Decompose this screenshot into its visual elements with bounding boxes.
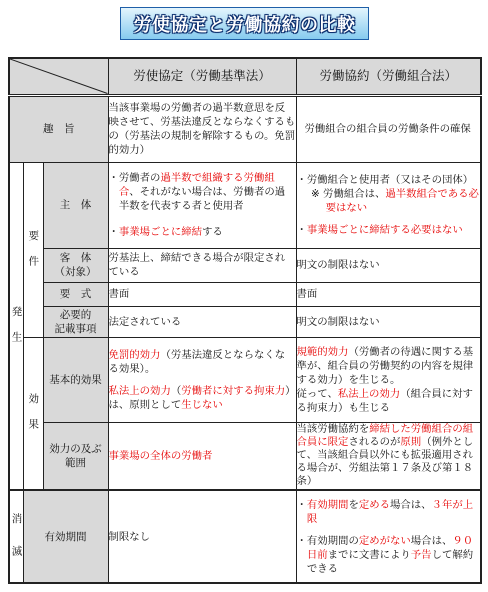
basic-effect-collective-cell (296, 337, 481, 422)
text-segment: （労働者の待遇に関する基準が、組合員の労働契約の内容を規律する効力）を生じる。 (296, 345, 474, 386)
text-segment: ・有効期間の (296, 534, 359, 547)
text-segment: までに文書により (327, 548, 411, 561)
row-label-form: 要 式 (43, 282, 108, 306)
group-requirements (23, 162, 43, 337)
emphasis-segment: 締結した労働組合の組合員に限定 (296, 423, 474, 449)
row-label-validity: 有効期間 (23, 490, 108, 583)
group-occurrence-label: 発生 (10, 305, 23, 357)
emphasis-segment: ３年が上限 (306, 498, 474, 525)
emphasis-segment: 私法上の効力 (108, 384, 171, 397)
column-header-collective-agreement: 労働協約（労働組合法） (296, 58, 481, 95)
basic-effect-agreement-paragraph (109, 384, 296, 412)
row-label-scope-line: 効力の及ぶ (49, 442, 102, 455)
emphasis-segment: 有効期間 (306, 498, 349, 511)
emphasis-segment: 事業場ごとに締結 (118, 226, 203, 238)
text-segment: 従って、 (296, 387, 338, 400)
emphasis-segment: ９０日前 (306, 534, 474, 561)
validity-agreement-cell: 制限なし (108, 490, 296, 583)
text-segment: ・ (108, 226, 119, 238)
text-segment: 場合は、 (410, 534, 453, 547)
text-segment: する (202, 226, 223, 238)
emphasis-segment: 事業場ごとに締結する必要はない (306, 224, 463, 236)
row-label-required-items (43, 306, 108, 337)
party-agreement-cell (108, 162, 296, 248)
text-segment: 、それがない場合は、労働者の過半数を代表する者と使用者 (118, 186, 286, 212)
table-row-purpose (9, 95, 481, 162)
header-row (9, 58, 481, 95)
text-segment: ・労働者の (108, 172, 161, 184)
text-segment: ・ (296, 498, 307, 511)
text-segment: （労基法違反とならなくなる効果）。 (108, 348, 286, 375)
emphasis-segment: 免罰的効力 (108, 348, 161, 361)
required-items-agreement-cell: 法定されている (108, 306, 296, 337)
object-collective-cell: 明文の制限はない (296, 248, 481, 282)
group-extinction-label: 消滅 (10, 513, 23, 578)
text-segment: して解約できる (306, 548, 474, 575)
emphasis-segment: 規範的効力 (296, 345, 349, 358)
row-label-basic-effect: 基本的効果 (43, 337, 108, 422)
diagonal-divider (10, 59, 108, 94)
header-corner-cell (9, 58, 108, 95)
table-row-required-items (9, 306, 481, 337)
emphasis-segment: 過半数組合である必要はない (325, 188, 479, 214)
text-segment: 当該労働協約を (296, 423, 370, 436)
table-row-form (9, 282, 481, 306)
form-agreement-cell: 書面 (108, 282, 296, 306)
basic-effect-collective-paragraph (297, 387, 481, 415)
emphasis-segment: 過半数で組織する労働組合 (118, 172, 275, 198)
purpose-collective-cell: 労働組合の組合員の労働条件の確保 (296, 95, 481, 162)
emphasis-segment: 生じない (181, 398, 223, 411)
basic-effect-agreement-paragraph (109, 348, 296, 376)
party-agreement-item (109, 171, 296, 213)
row-label-object-line: 客 体 (59, 252, 92, 264)
emphasis-segment: 定めがない (358, 534, 411, 547)
party-collective-item (297, 173, 481, 187)
group-occurrence (9, 162, 23, 490)
basic-effect-collective-paragraph (297, 345, 481, 387)
emphasis-segment: 労働者に対する拘束力 (181, 384, 286, 397)
validity-collective-item (297, 534, 481, 576)
required-items-collective-cell: 明文の制限はない (296, 306, 481, 337)
text-segment: を (348, 498, 359, 511)
row-label-object (43, 248, 108, 282)
table-row-basic-effect (9, 337, 481, 422)
text-segment: ・労働組合と使用者（又はその団体） (296, 174, 474, 186)
table-row-party (9, 162, 481, 248)
validity-collective-item (297, 498, 481, 526)
text-segment: （ (170, 384, 182, 397)
text-segment: （組合員に対する拘束力）も生じる (296, 387, 473, 414)
text-segment: されるのが (348, 436, 401, 449)
text-segment: ）は、原則として (108, 384, 291, 411)
table-row-scope (9, 422, 481, 490)
row-label-scope-line: 範囲 (65, 456, 86, 469)
purpose-agreement-cell: 当該事業場の労働者の過半数意思を反映させて、労基法違反とならなくするもの（労基法の規制を解除するもの。免罰的効力） (108, 95, 296, 162)
emphasis-segment: 原則 (400, 436, 422, 449)
validity-collective-cell (296, 490, 481, 583)
party-collective-cell (296, 162, 481, 248)
text-segment: ・ (296, 224, 307, 236)
emphasis-segment: 私法上の効力 (337, 387, 401, 400)
row-label-purpose: 趣 旨 (9, 95, 108, 162)
party-agreement-item (109, 225, 296, 239)
object-agreement-cell: 労基法上、締結できる場合が限定されている (108, 248, 296, 282)
table-row-object (9, 248, 481, 282)
table-row-validity (9, 490, 481, 583)
text-segment: 場合は、 (390, 498, 432, 511)
party-collective-note (311, 187, 480, 215)
party-collective-item (297, 223, 481, 237)
emphasis-segment: 定める (358, 498, 391, 511)
row-label-object-line: （対象） (54, 266, 97, 278)
group-effects (23, 337, 43, 490)
basic-effect-agreement-cell (108, 337, 296, 422)
scope-agreement-cell (108, 422, 296, 490)
text-segment: （例外として、当該組合員以外にも拡張適用される場合が、労組法第１７条及び第１８条） (296, 436, 474, 488)
group-effects-label: 効果 (27, 393, 40, 445)
page-title: 労使協定と労働協約の比較 (133, 14, 356, 36)
emphasis-segment: 事業場の全体の労働者 (108, 449, 213, 462)
group-extinction (9, 490, 23, 583)
group-requirements-label: 要件 (27, 229, 40, 281)
emphasis-segment: 予告 (410, 548, 432, 561)
column-header-labor-management-agreement: 労使協定（労働基準法） (108, 58, 296, 95)
form-collective-cell: 書面 (296, 282, 481, 306)
row-label-required-items-line: 必要的 (59, 308, 92, 321)
row-label-required-items-line: 記載事項 (54, 322, 97, 335)
scope-collective-cell (296, 422, 481, 490)
row-label-party: 主 体 (43, 162, 108, 248)
title-banner (120, 7, 369, 40)
text-segment: ※ 労働組合は、 (311, 188, 386, 200)
comparison-table (8, 57, 482, 584)
row-label-scope (43, 422, 108, 490)
